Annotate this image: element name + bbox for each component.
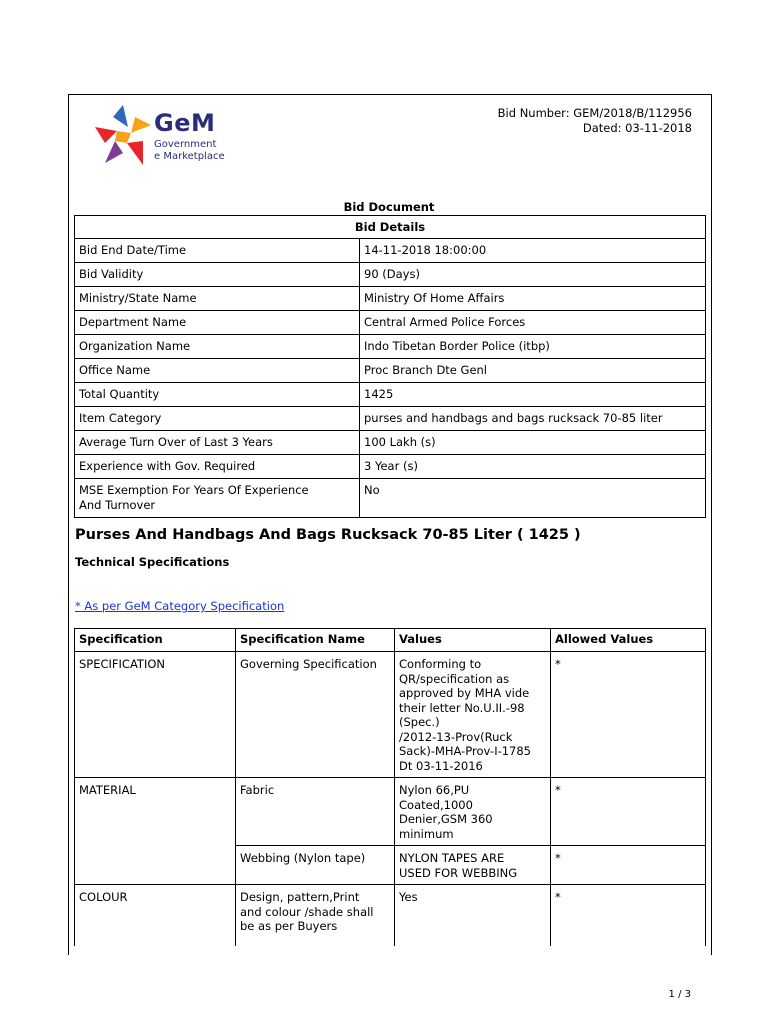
spec-value: NYLON TAPES ARE USED FOR WEBBING [395, 846, 551, 885]
specification-table [74, 628, 706, 946]
bid-details-row [75, 335, 706, 359]
bid-details-row [75, 359, 706, 383]
spec-name: Design, pattern,Print and colour /shade shall be as per Buyers [236, 885, 395, 947]
bid-details-row [75, 431, 706, 455]
logo-subtitle-1: Government [154, 139, 217, 150]
bid-details-row [75, 383, 706, 407]
logo-title: GeM [154, 109, 216, 137]
spec-row [75, 652, 706, 778]
bid-details-row [75, 287, 706, 311]
logo-subtitle-2: e Marketplace [154, 151, 225, 162]
spec-value: Nylon 66,PU Coated,1000 Denier,GSM 360 minimum [395, 778, 551, 846]
bid-details-table [74, 215, 706, 518]
bid-details-key: Ministry/State Name [75, 287, 360, 311]
bid-details-value: No [360, 479, 706, 518]
bid-details-value: 1425 [360, 383, 706, 407]
bid-details-value: 3 Year (s) [360, 455, 706, 479]
bid-details-key: Office Name [75, 359, 360, 383]
spec-name: Fabric [236, 778, 395, 846]
category-specification-link[interactable]: * As per GeM Category Specification [75, 599, 285, 613]
bid-details-heading: Bid Details [75, 216, 706, 239]
spec-value: Yes [395, 885, 551, 947]
bid-details-row [75, 479, 706, 518]
bid-details-key: MSE Exemption For Years Of Experience And Turnover [75, 479, 360, 518]
spec-row [75, 778, 706, 846]
bid-details-key: Organization Name [75, 335, 360, 359]
spec-category: COLOUR [75, 885, 236, 947]
bid-details-key: Department Name [75, 311, 360, 335]
bid-details-value: Proc Branch Dte Genl [360, 359, 706, 383]
bid-meta [498, 106, 692, 136]
bid-details-value: purses and handbags and bags rucksack 70-85 liter [360, 407, 706, 431]
spec-category: SPECIFICATION [75, 652, 236, 778]
bid-details-value: Ministry Of Home Affairs [360, 287, 706, 311]
bid-details-key: Bid End Date/Time [75, 239, 360, 263]
bid-number: Bid Number: GEM/2018/B/112956 [497, 106, 692, 120]
page-number: 1 / 3 [668, 989, 691, 1000]
spec-allowed: * [551, 846, 706, 885]
spec-allowed: * [551, 778, 706, 846]
document-title: Bid Document [343, 200, 435, 214]
bid-details-key: Total Quantity [75, 383, 360, 407]
bid-details-row [75, 455, 706, 479]
spec-header-name: Specification Name [236, 629, 395, 652]
gem-star-icon [93, 103, 153, 169]
spec-category: MATERIAL [75, 778, 236, 885]
bid-details-value: 14-11-2018 18:00:00 [360, 239, 706, 263]
spec-header-allowed: Allowed Values [551, 629, 706, 652]
bid-details-key: Bid Validity [75, 263, 360, 287]
bid-details-value: 90 (Days) [360, 263, 706, 287]
spec-name: Governing Specification [236, 652, 395, 778]
spec-allowed: * [551, 652, 706, 778]
bid-date: Dated: 03-11-2018 [582, 121, 692, 135]
bid-details-value: 100 Lakh (s) [360, 431, 706, 455]
spec-name: Webbing (Nylon tape) [236, 846, 395, 885]
bid-details-key: Average Turn Over of Last 3 Years [75, 431, 360, 455]
spec-row [75, 885, 706, 947]
bid-details-key: Experience with Gov. Required [75, 455, 360, 479]
bid-details-row [75, 407, 706, 431]
spec-value: Conforming to QR/specification as approved by MHA vide their letter No.U.II.-98 (Spec.) /2012-13-Prov(Ruck Sack)-MHA-Prov-I-1785 Dt 03-11-2016 [395, 652, 551, 778]
bid-details-value: Indo Tibetan Border Police (itbp) [360, 335, 706, 359]
bid-details-row [75, 311, 706, 335]
bid-details-row [75, 239, 706, 263]
bid-details-row [75, 263, 706, 287]
spec-allowed: * [551, 885, 706, 947]
bid-details-value: Central Armed Police Forces [360, 311, 706, 335]
spec-header-values: Values [395, 629, 551, 652]
technical-specifications-title: Technical Specifications [75, 555, 230, 569]
gem-logo [93, 103, 243, 173]
spec-header-specification: Specification [75, 629, 236, 652]
bid-details-key: Item Category [75, 407, 360, 431]
section-title: Purses And Handbags And Bags Rucksack 70-85 Liter ( 1425 ) [75, 527, 581, 543]
